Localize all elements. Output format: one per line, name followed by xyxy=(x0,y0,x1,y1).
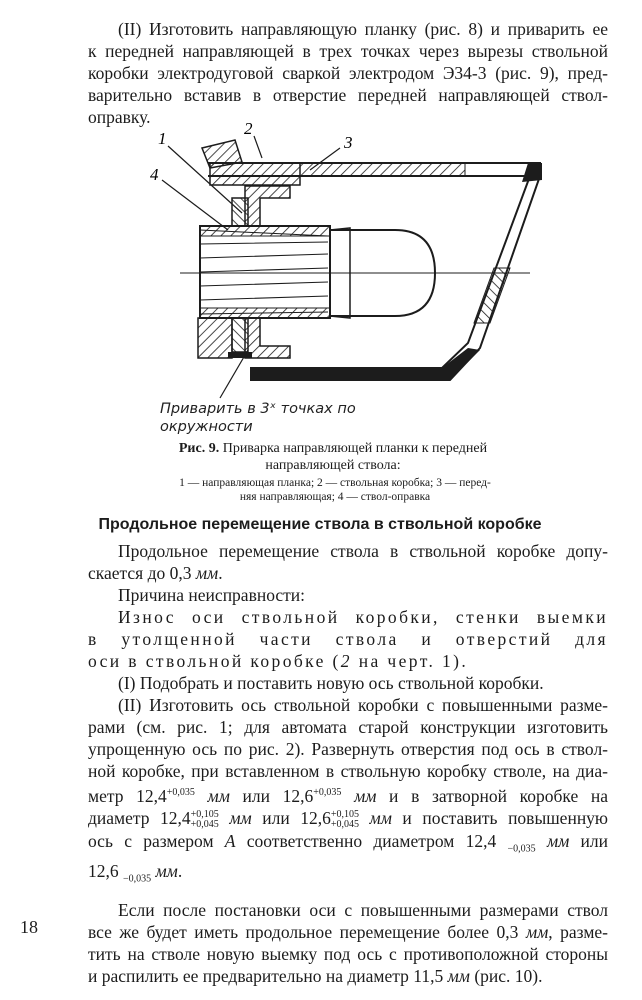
mandrel xyxy=(200,226,435,318)
figure-legend xyxy=(135,476,535,504)
intro-line: оправку. xyxy=(88,107,151,127)
body-text: ось с размером xyxy=(88,830,225,851)
intro-line: коробки электродуговой сваркой электродом Э34-3 (рис. 9), пред- xyxy=(88,63,608,83)
unit-mm: мм xyxy=(155,861,178,882)
body-text: или xyxy=(569,830,609,851)
figure-ref: 2 xyxy=(340,651,352,671)
body-line: в утолщенной части ствола и отверстий для xyxy=(88,629,608,649)
intro-line: к передней направляющей в трех точках через вырезы ствольной xyxy=(88,41,608,61)
body-text: все же будет иметь продольное перемещение более 0,3 xyxy=(88,921,526,942)
guide-strip xyxy=(202,140,300,185)
body-text: , разме- xyxy=(548,921,609,942)
label-4: 4 xyxy=(150,165,159,184)
intro-line: варительно вставив в отверстие передней направляющей ствол- xyxy=(88,85,608,105)
unit-mm: мм xyxy=(369,807,392,828)
intro-line: (II) Изготовить направляющую планку (рис. 8) и приварить ее xyxy=(118,19,608,39)
unit-mm: мм xyxy=(207,785,230,806)
caption-line: направляющей ствола: xyxy=(265,458,401,473)
unit-mm: мм xyxy=(546,830,570,851)
body-text: метр 12,4 xyxy=(88,785,167,806)
intro-paragraph xyxy=(88,18,608,128)
body-text: или 12,6 xyxy=(229,785,314,806)
body-text: соответственно диаметром 12,4 xyxy=(235,830,497,851)
body-line: Причина неисправности: xyxy=(118,585,306,605)
figure-caption xyxy=(118,440,548,474)
tolerance: −0,035 xyxy=(123,873,152,885)
body-text: . xyxy=(177,861,183,882)
unit-mm: мм xyxy=(354,785,377,806)
body-line: (I) Подобрать и поставить новую ось ствольной коробки. xyxy=(118,673,544,693)
body-text: . xyxy=(218,563,223,583)
body-text: на черт. 1). xyxy=(351,651,469,671)
body-text: 12,6 xyxy=(88,861,119,882)
figure-handwritten-note xyxy=(160,400,356,436)
figure-note-line: Приварить в 3ˣ точках по xyxy=(160,401,356,417)
body-text: и в затворной коробке на xyxy=(376,785,609,806)
dimension-a: А xyxy=(224,830,236,851)
tolerance-fraction: +0,105 +0,045 xyxy=(190,808,219,830)
unit-mm: мм xyxy=(447,965,470,986)
body-text: скается до 0,3 xyxy=(88,563,196,583)
figure-note-line: окружности xyxy=(160,419,253,435)
body-text: диаметр 12,4 xyxy=(88,807,191,828)
section-body xyxy=(88,540,608,987)
tolerance-fraction: +0,105 +0,045 xyxy=(330,808,359,830)
legend-line: няя направляющая; 4 — ствол-оправка xyxy=(239,491,431,503)
legend-line: 1 — направляющая планка; 2 — ствольная коробка; 3 — перед- xyxy=(179,477,491,489)
body-text: (рис. 10). xyxy=(469,965,543,986)
body-text: и поставить повышенную xyxy=(391,807,609,828)
label-2: 2 xyxy=(244,119,253,138)
section-heading: Продольное перемещение ствола в ствольной коробке xyxy=(98,516,542,533)
caption-line: Приварка направляющей планки к передней xyxy=(222,441,488,456)
body-line: (II) Изготовить ось ствольной коробки с повышенными разме- xyxy=(118,695,608,715)
body-line: Продольное перемещение ствола в ствольной коробке допу- xyxy=(118,541,608,561)
receiver-front-hatch xyxy=(522,163,542,182)
body-text: оси в ствольной коробке ( xyxy=(88,651,341,671)
page-number: 18 xyxy=(20,917,38,937)
label-3: 3 xyxy=(344,133,353,152)
unit-mm: мм xyxy=(229,807,252,828)
body-line: упрощенную ось по рис. 2). Развернуть отверстия под ось в ствол- xyxy=(88,739,608,759)
tolerance: +0,035 xyxy=(166,787,195,798)
receiver-side-hatch xyxy=(474,268,510,323)
unit-mm: мм xyxy=(525,921,549,942)
caption-prefix: Рис. 9. xyxy=(178,441,220,456)
unit-mm: мм xyxy=(195,563,219,583)
figure-9-drawing xyxy=(150,118,560,448)
body-text: и распилить ее предварительно на диаметр 11,5 xyxy=(88,965,448,986)
body-line: Износ оси ствольной коробки, стенки выемки xyxy=(118,607,608,627)
body-line: тить на стволе новую выемку под ось с противоположной стороны xyxy=(88,943,608,964)
weld-seam xyxy=(228,352,252,358)
body-text: или 12,6 xyxy=(251,807,331,828)
tolerance: +0,035 xyxy=(313,787,342,798)
label-1: 1 xyxy=(158,129,167,148)
receiver-top-hatch xyxy=(300,163,465,176)
tolerance: −0,035 xyxy=(507,843,536,855)
body-line: Если после постановки оси с повышенными размерами ствол xyxy=(118,899,608,920)
body-line: рами (см. рис. 1; для автомата старой конструкции изготовить xyxy=(88,717,608,737)
body-line: ной коробке, при вставленном в ствольную коробку стволе, на диа- xyxy=(88,761,608,781)
